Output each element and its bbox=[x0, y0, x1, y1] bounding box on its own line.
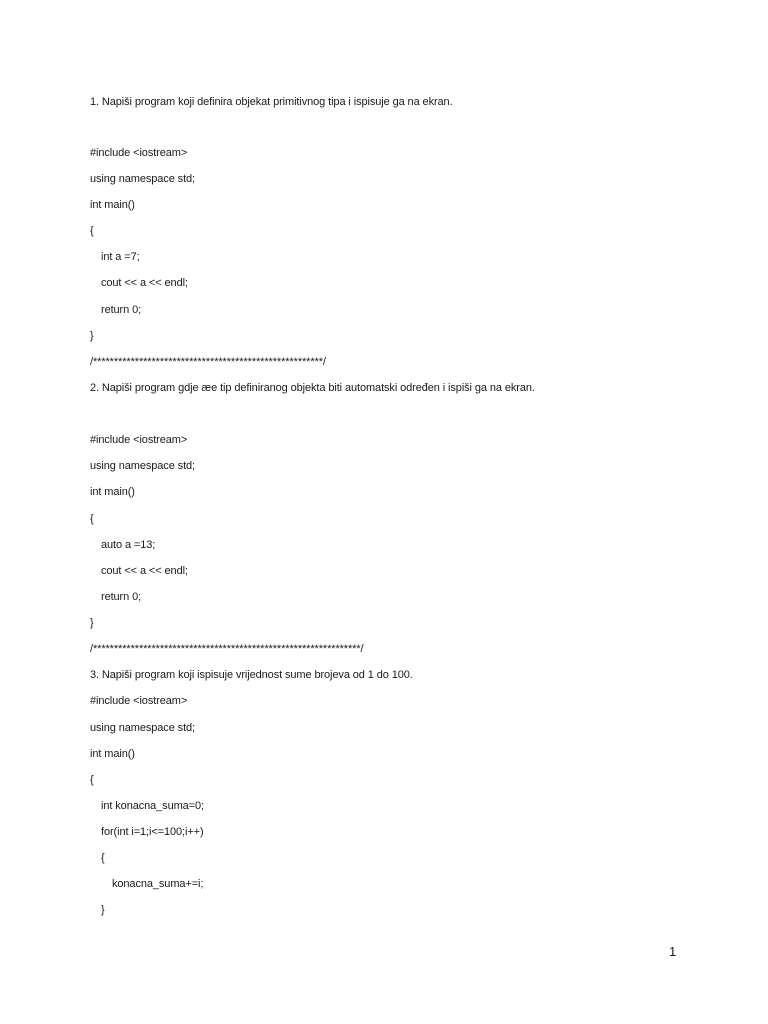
code-line: } bbox=[90, 617, 94, 629]
code-line: for(int i=1;i<=100;i++) bbox=[101, 826, 204, 838]
code-line: return 0; bbox=[101, 591, 142, 603]
code-line: cout << a << endl; bbox=[101, 277, 188, 289]
task-3-heading: 3. Napiši program koji ispisuje vrijednost sume brojeva od 1 do 100. bbox=[90, 669, 413, 681]
code-line: } bbox=[101, 904, 105, 916]
code-line: return 0; bbox=[101, 304, 142, 316]
code-line: int main() bbox=[90, 748, 135, 760]
task-2-heading: 2. Napiši program gdje æe tip definiranog objekta biti automatski određen i ispiši ga na ekran. bbox=[90, 382, 535, 394]
code-line: using namespace std; bbox=[90, 173, 196, 185]
page-number: 1 bbox=[669, 944, 677, 959]
code-line: int konacna_suma=0; bbox=[101, 800, 204, 812]
code-line: int main() bbox=[90, 486, 135, 498]
code-line: #include <iostream> bbox=[90, 695, 188, 707]
code-line: int a =7; bbox=[101, 251, 140, 263]
separator-comment: /*******************************************************/ bbox=[90, 356, 326, 368]
code-line: #include <iostream> bbox=[90, 434, 188, 446]
code-line: } bbox=[90, 330, 94, 342]
task-1-heading: 1. Napiši program koji definira objekat primitivnog tipa i ispisuje ga na ekran. bbox=[90, 96, 453, 108]
code-line: { bbox=[90, 513, 94, 525]
code-line: int main() bbox=[90, 199, 135, 211]
separator-comment: /****************************************************************/ bbox=[90, 643, 364, 655]
code-line: #include <iostream> bbox=[90, 147, 188, 159]
code-line: konacna_suma+=i; bbox=[112, 878, 204, 890]
code-line: { bbox=[90, 774, 94, 786]
code-line: using namespace std; bbox=[90, 722, 196, 734]
code-line: using namespace std; bbox=[90, 460, 196, 472]
code-line: { bbox=[101, 852, 105, 864]
code-line: { bbox=[90, 225, 94, 237]
code-line: cout << a << endl; bbox=[101, 565, 188, 577]
code-line: auto a =13; bbox=[101, 539, 156, 551]
